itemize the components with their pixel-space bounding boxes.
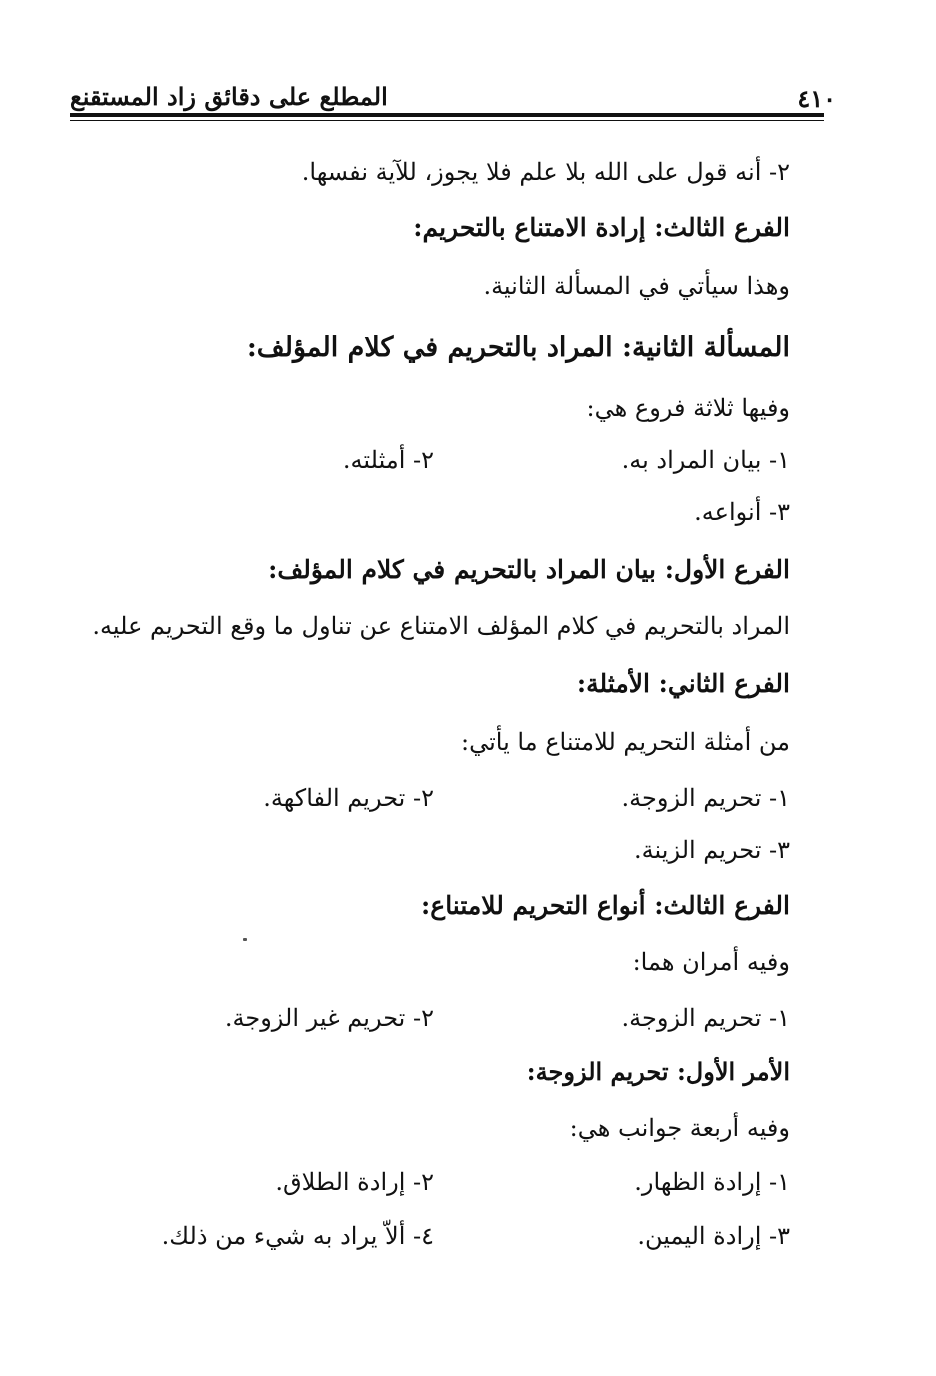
running-header: [0, 76, 936, 116]
stray-mark: [243, 938, 247, 941]
list-item: ١- إرادة الظهار.: [634, 1168, 790, 1196]
section-heading: الفرع الأول: بيان المراد بالتحريم في كلام المؤلف:: [268, 555, 790, 584]
list-item: ٢- أمثلته.: [342, 446, 434, 474]
list-row: [110, 1220, 790, 1252]
list-item: ٤- ألاّ يراد به شيء من ذلك.: [161, 1222, 434, 1250]
list-item: ١- تحريم الزوجة.: [621, 784, 790, 812]
text-line: ٢- أنه قول على الله بلا علم فلا يجوز، للآية نفسها.: [301, 158, 790, 186]
section-heading: الفرع الثالث: أنواع التحريم للامتناع:: [421, 891, 790, 920]
list-row: [110, 444, 790, 476]
list-item: ٢- تحريم غير الزوجة.: [224, 1004, 434, 1032]
text-line: المراد بالتحريم في كلام المؤلف الامتناع عن تناول ما وقع التحريم عليه.: [92, 612, 790, 640]
page-number: ٤١٠: [797, 84, 836, 113]
header-rule-thin: [70, 120, 824, 121]
text-line: وفيها ثلاثة فروع هي:: [586, 394, 790, 422]
list-row: [110, 782, 790, 814]
list-item: ٢- تحريم الفاكهة.: [263, 784, 434, 812]
list-item: ١- تحريم الزوجة.: [621, 1004, 790, 1032]
text-line: وفيه أمران هما:: [632, 948, 790, 976]
list-row: [110, 1166, 790, 1198]
header-rule-thick: [70, 113, 824, 117]
text-line: وفيه أربعة جوانب هي:: [569, 1114, 790, 1142]
issue-heading: المسألة الثانية: المراد بالتحريم في كلام المؤلف:: [246, 332, 790, 363]
list-item: ٣- تحريم الزينة.: [634, 836, 790, 864]
list-item: ٣- إرادة اليمين.: [637, 1222, 790, 1250]
list-item: ٢- إرادة الطلاق.: [275, 1168, 434, 1196]
subsection-heading: الأمر الأول: تحريم الزوجة:: [526, 1057, 790, 1086]
text-line: من أمثلة التحريم للامتناع ما يأتي:: [461, 728, 790, 756]
text-line: وهذا سيأتي في المسألة الثانية.: [483, 272, 790, 300]
list-item: ٣- أنواعه.: [694, 498, 790, 526]
list-item: ١- بيان المراد به.: [621, 446, 790, 474]
section-heading: الفرع الثاني: الأمثلة:: [576, 669, 790, 698]
list-row: [110, 1002, 790, 1034]
section-heading: الفرع الثالث: إرادة الامتناع بالتحريم:: [413, 213, 790, 242]
book-title: المطلع على دقائق زاد المستقنع: [70, 82, 388, 111]
